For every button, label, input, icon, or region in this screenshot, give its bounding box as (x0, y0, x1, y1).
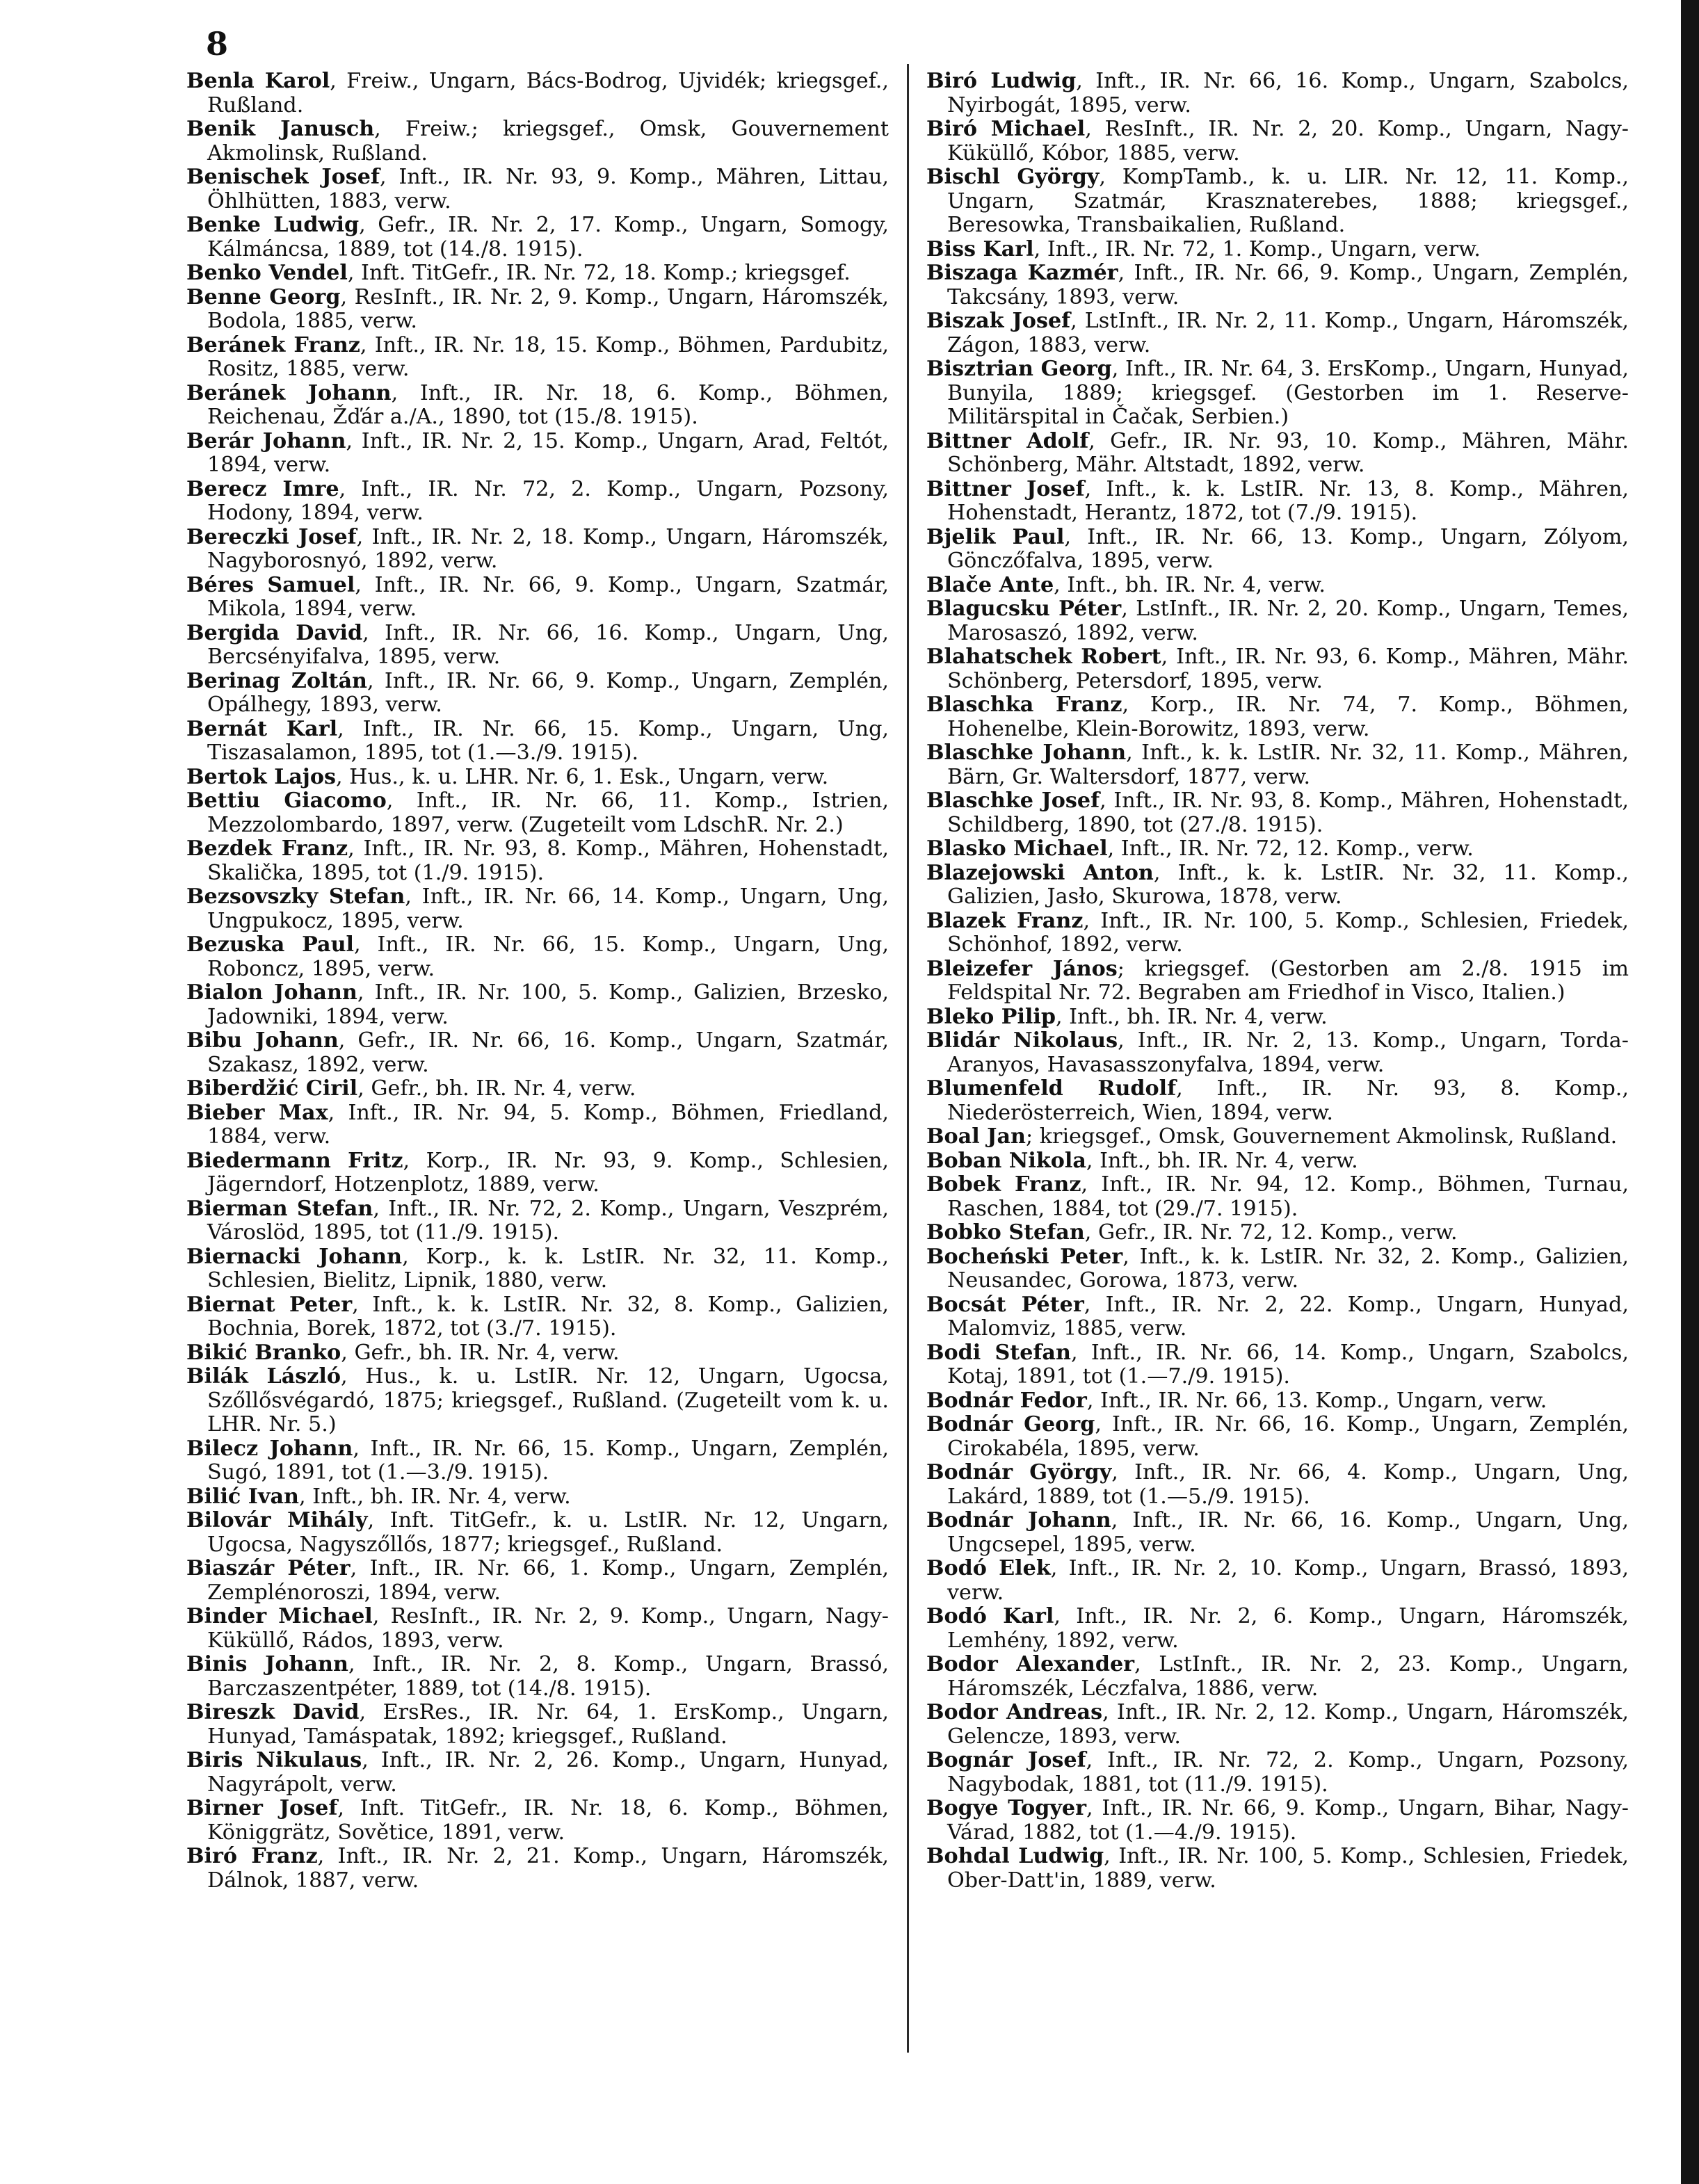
list-item (186, 1365, 889, 1437)
entry-name: Bobek Franz (926, 1172, 1081, 1197)
entry-name: Bilić Ivan (186, 1484, 299, 1509)
entry-details: , Inft., bh. IR. Nr. 4, verw. (1055, 1004, 1328, 1029)
entry-name: Benik Janusch (186, 117, 375, 141)
list-item (926, 1029, 1629, 1077)
entry-name: Bodnár György (926, 1460, 1112, 1485)
list-item (926, 909, 1629, 957)
list-item (926, 1509, 1629, 1557)
entry-name: Bilák László (186, 1364, 341, 1389)
entry-name: Binis Johann (186, 1652, 348, 1676)
entry-details: , ResInft., IR. Nr. 2, 9. Komp., Ungarn, Nagy-Küküllő, Rádos, 1893, verw. (207, 1604, 889, 1653)
entry-name: Bettiu Giacomo (186, 788, 387, 813)
entry-name: Blače Ante (926, 572, 1054, 597)
list-item (186, 981, 889, 1029)
entry-details: ; kriegsgef., Omsk, Gouvernement Akmolinsk, Rußland. (1025, 1124, 1618, 1149)
entry-details: , Inft., bh. IR. Nr. 4, verw. (1086, 1148, 1358, 1173)
list-item (186, 1197, 889, 1245)
entry-name: Bobko Stefan (926, 1220, 1085, 1245)
entry-name: Benke Ludwig (186, 213, 360, 237)
list-item (926, 1245, 1629, 1293)
entry-name: Blaschke Josef (926, 788, 1100, 813)
list-item (926, 1413, 1629, 1461)
list-item (926, 1173, 1629, 1221)
list-item (926, 574, 1629, 598)
entry-name: Beránek Johann (186, 380, 392, 405)
entry-name: Berár Johann (186, 428, 346, 453)
list-item (186, 1149, 889, 1197)
entry-name: Bodó Karl (926, 1604, 1054, 1628)
entry-name: Biedermann Fritz (186, 1148, 403, 1173)
entry-name: Benla Karol (186, 70, 330, 93)
entry-details: , Inft., IR. Nr. 2, 18. Komp., Ungarn, Háromszék, Nagyborosnyó, 1892, verw. (207, 524, 889, 573)
entry-details: , Inft., IR. Nr. 2, 22. Komp., Ungarn, Hunyad, Malomviz, 1885, verw. (947, 1292, 1629, 1341)
entry-name: Bocheński Peter (926, 1244, 1123, 1269)
list-item (926, 789, 1629, 837)
entry-details: ; kriegsgef. (Gestorben am 2./8. 1915 im Feldspital Nr. 72. Begraben am Friedhof in Visco, Italien.) (947, 956, 1629, 1005)
entry-details: , Inft., IR. Nr. 66, 9. Komp., Ungarn, Zemplén, Takcsány, 1893, verw. (947, 261, 1629, 309)
list-item (186, 1485, 889, 1510)
entry-details: , Inft., IR. Nr. 66, 14. Komp., Ungarn, Szabolcs, Kotaj, 1891, tot (1.—7./9. 1915). (947, 1340, 1629, 1389)
entry-details: , Inft., IR. Nr. 66, 13. Komp., Ungarn, Zólyom, Gönczőfalva, 1895, verw. (947, 524, 1629, 573)
left-column (186, 70, 889, 2142)
entry-details: , Inft., IR. Nr. 66, 16. Komp., Ungarn, Ung, Ungcsepel, 1895, verw. (947, 1508, 1629, 1557)
list-item (926, 1389, 1629, 1414)
list-item (926, 1605, 1629, 1653)
entry-details: , Inft., k. k. LstIR. Nr. 32, 8. Komp., Galizien, Bochnia, Borek, 1872, tot (3./7. 1915). (207, 1292, 889, 1341)
entry-name: Blaschka Franz (926, 693, 1122, 717)
list-item (186, 837, 889, 885)
entry-details: , Freiw., Ungarn, Bács-Bodrog, Ujvidék; kriegsgef., Rußland. (207, 70, 889, 118)
entry-name: Blasko Michael (926, 836, 1108, 861)
entry-details: , Inft., IR. Nr. 66, 15. Komp., Ungarn, Ung, Roboncz, 1895, verw. (207, 932, 889, 981)
entry-details: , Inft., IR. Nr. 66, 15. Komp., Ungarn, Zemplén, Sugó, 1891, tot (1.—3./9. 1915). (207, 1436, 889, 1485)
list-item (186, 118, 889, 165)
entry-name: Bezuska Paul (186, 932, 355, 957)
list-item (926, 741, 1629, 789)
list-item (926, 261, 1629, 309)
entry-details: , Korp., IR. Nr. 93, 9. Komp., Schlesien, Jägerndorf, Hotzenplotz, 1889, verw. (207, 1148, 889, 1197)
column-divider (907, 64, 909, 2053)
entry-name: Bikić Branko (186, 1340, 341, 1365)
list-item (186, 70, 889, 118)
entry-details: , Inft., IR. Nr. 66, 11. Komp., Istrien, Mezzolombardo, 1897, verw. (Zugeteilt vom LdschR. Nr. 2.) (207, 788, 889, 837)
entry-name: Béres Samuel (186, 572, 355, 597)
entry-name: Bereczki Josef (186, 524, 357, 549)
list-item (186, 1797, 889, 1845)
entry-details: , Inft., IR. Nr. 66, 1. Komp., Ungarn, Zemplén, Zemplénoroszi, 1894, verw. (207, 1556, 889, 1605)
entry-name: Bialon Johann (186, 980, 357, 1005)
entry-details: , Gefr., bh. IR. Nr. 4, verw. (357, 1076, 636, 1101)
entry-details: , Inft., IR. Nr. 2, 6. Komp., Ungarn, Háromszék, Lemhény, 1892, verw. (947, 1604, 1629, 1653)
entry-details: , Hus., k. u. LstIR. Nr. 12, Ungarn, Ugocsa, Szőllősvégardó, 1875; kriegsgef., Rußland. (Zugeteilt vom k. u. LHR. Nr. 5.) (207, 1364, 889, 1437)
entry-name: Bodnár Georg (926, 1412, 1095, 1437)
entry-name: Bodor Alexander (926, 1652, 1135, 1676)
entry-details: , LstInft., IR. Nr. 2, 20. Komp., Ungarn, Temes, Marosaszó, 1892, verw. (947, 597, 1629, 645)
entry-details: , Inft., IR. Nr. 66, 4. Komp., Ungarn, Ung, Lakárd, 1889, tot (1.—5./9. 1915). (947, 1460, 1629, 1509)
list-item (186, 1077, 889, 1101)
entry-name: Benischek Josef (186, 165, 380, 189)
entry-details: , Inft., IR. Nr. 100, 5. Komp., Schlesien, Friedek, Schönhof, 1892, verw. (947, 908, 1629, 957)
entry-name: Bodó Elek (926, 1556, 1051, 1580)
entry-details: , Inft., IR. Nr. 72, 2. Komp., Ungarn, Pozsony, Hodony, 1894, verw. (207, 476, 889, 525)
entry-details: , Inft., IR. Nr. 93, 6. Komp., Mähren, Mähr. Schönberg, Petersdorf, 1895, verw. (947, 645, 1629, 693)
entry-details: , Gefr., IR. Nr. 72, 12. Komp., verw. (1084, 1220, 1458, 1245)
entry-details: , Inft., IR. Nr. 2, 10. Komp., Ungarn, Brassó, 1893, verw. (947, 1556, 1629, 1605)
entry-name: Biró Michael (926, 117, 1086, 141)
entry-name: Bittner Josef (926, 476, 1085, 501)
entry-name: Bergida David (186, 620, 363, 645)
entry-name: Biernat Peter (186, 1292, 353, 1317)
entry-name: Biszaga Kazmér (926, 261, 1118, 285)
list-item (926, 1701, 1629, 1749)
list-item (926, 1149, 1629, 1174)
list-item (926, 1653, 1629, 1701)
entry-name: Boban Nikola (926, 1148, 1086, 1173)
entry-name: Bodnár Johann (926, 1508, 1111, 1532)
entry-details: , Inft., IR. Nr. 93, 8. Komp., Niederösterreich, Wien, 1894, verw. (947, 1076, 1629, 1125)
entry-name: Bognár Josef (926, 1748, 1086, 1772)
entry-name: Blaschke Johann (926, 741, 1127, 765)
entry-details: , Inft., IR. Nr. 66, 15. Komp., Ungarn, Ung, Tiszasalamon, 1895, tot (1.—3./9. 1915). (207, 716, 889, 765)
list-item (926, 1749, 1629, 1797)
list-item (926, 309, 1629, 357)
entry-name: Bodnár Fedor (926, 1388, 1087, 1413)
entry-details: , Gefr., IR. Nr. 66, 16. Komp., Ungarn, Szatmár, Szakasz, 1892, verw. (207, 1028, 889, 1077)
entry-name: Berinag Zoltán (186, 668, 367, 693)
list-item (926, 1557, 1629, 1605)
entry-name: Biszak Josef (926, 309, 1071, 333)
entry-name: Benne Georg (186, 284, 341, 309)
entry-name: Blidár Nikolaus (926, 1028, 1118, 1053)
entry-name: Biaszár Péter (186, 1556, 351, 1580)
entry-details: , Freiw.; kriegsgef., Omsk, Gouvernement Akmolinsk, Rußland. (207, 117, 889, 165)
list-item (186, 574, 889, 622)
entry-name: Bisztrian Georg (926, 357, 1112, 381)
entry-details: , Inft. TitGefr., IR. Nr. 18, 6. Komp., Böhmen, Königgrätz, Sovětice, 1891, verw. (207, 1796, 889, 1845)
list-item (186, 1845, 889, 1893)
list-item (926, 837, 1629, 862)
list-item (186, 1437, 889, 1485)
entry-name: Beránek Franz (186, 332, 360, 357)
list-item (926, 70, 1629, 118)
list-item (186, 526, 889, 574)
entry-details: , Hus., k. u. LHR. Nr. 6, 1. Esk., Ungarn, verw. (335, 764, 829, 789)
entry-name: Blagucsku Péter (926, 597, 1122, 621)
entry-details: , Inft., IR. Nr. 94, 12. Komp., Böhmen, Turnau, Raschen, 1884, tot (29./7. 1915). (947, 1172, 1629, 1221)
list-item (186, 286, 889, 334)
entry-details: , Gefr., IR. Nr. 2, 17. Komp., Ungarn, Somogy, Kálmáncsa, 1889, tot (14./8. 1915). (207, 213, 889, 261)
entry-details: , Inft., k. k. LstIR. Nr. 32, 2. Komp., Galizien, Neusandec, Gorowa, 1873, verw. (947, 1244, 1629, 1293)
list-item (926, 693, 1629, 741)
entry-details: , Inft., IR. Nr. 66, 9. Komp., Ungarn, Bihar, Nagy-Várad, 1882, tot (1.—4./9. 1915). (947, 1796, 1629, 1845)
entry-details: , Inft., IR. Nr. 93, 9. Komp., Mähren, Littau, Öhlhütten, 1883, verw. (207, 165, 889, 213)
list-item (926, 478, 1629, 526)
entry-details: , ResInft., IR. Nr. 2, 9. Komp., Ungarn, Háromszék, Bodola, 1885, verw. (207, 284, 889, 333)
entry-details: , Inft., IR. Nr. 72, 1. Komp., Ungarn, verw. (1033, 236, 1481, 261)
list-item (926, 597, 1629, 645)
entry-name: Bleizefer János (926, 956, 1118, 981)
right-column (926, 70, 1629, 2142)
entry-details: , Inft., IR. Nr. 66, 16. Komp., Ungarn, Ung, Bercsényifalva, 1895, verw. (207, 620, 889, 669)
list-item (926, 1461, 1629, 1509)
entry-name: Blazek Franz (926, 908, 1084, 933)
entry-details: , Inft., IR. Nr. 2, 12. Komp., Ungarn, Háromszék, Gelencze, 1893, verw. (947, 1700, 1629, 1749)
entry-name: Bischl György (926, 165, 1100, 189)
entry-details: , Inft., IR. Nr. 93, 8. Komp., Mähren, Hohenstadt, Skalička, 1895, tot (1./9. 1915). (207, 836, 889, 885)
entry-name: Bilovár Mihály (186, 1508, 368, 1532)
entry-details: , Gefr., IR. Nr. 93, 10. Komp., Mähren, Mähr. Schönberg, Mähr. Altstadt, 1892, verw. (947, 428, 1629, 477)
list-item (926, 957, 1629, 1005)
entry-name: Biró Franz (186, 1844, 318, 1868)
entry-details: , Inft., IR. Nr. 72, 2. Komp., Ungarn, Veszprém, Városlöd, 1895, tot (11./9. 1915). (207, 1196, 889, 1245)
entry-details: , Inft., IR. Nr. 94, 5. Komp., Böhmen, Friedland, 1884, verw. (207, 1100, 889, 1149)
entry-details: , Inft., IR. Nr. 66, 13. Komp., Ungarn, verw. (1086, 1388, 1547, 1413)
entry-name: Bittner Adolf (926, 428, 1089, 453)
entry-details: , Inft., IR. Nr. 66, 9. Komp., Ungarn, Zemplén, Opálhegy, 1893, verw. (207, 668, 889, 717)
entry-name: Birner Josef (186, 1796, 338, 1820)
entry-details: , Inft., IR. Nr. 2, 21. Komp., Ungarn, Háromszék, Dálnok, 1887, verw. (207, 1844, 889, 1893)
entry-name: Bibu Johann (186, 1028, 339, 1053)
list-item (186, 1029, 889, 1077)
entry-name: Benko Vendel (186, 261, 348, 285)
entry-details: , Inft., k. k. LstIR. Nr. 32, 11. Komp., Galizien, Jasło, Skurowa, 1878, verw. (947, 860, 1629, 909)
entry-name: Bernát Karl (186, 716, 338, 741)
entry-name: Biss Karl (926, 236, 1034, 261)
entry-name: Bohdal Ludwig (926, 1844, 1104, 1868)
list-item (926, 1341, 1629, 1389)
list-item (186, 885, 889, 933)
list-item (186, 1341, 889, 1366)
entry-details: , Inft., IR. Nr. 64, 3. ErsKomp., Ungarn, Hunyad, Bunyila, 1889; kriegsgef. (Gestorben im 1. Reserve-Militärspital in Čačak, Serbien.) (947, 357, 1629, 429)
list-item (186, 670, 889, 718)
entry-name: Bezdek Franz (186, 836, 348, 861)
entry-name: Binder Michael (186, 1604, 373, 1628)
entry-details: , Inft., IR. Nr. 66, 9. Komp., Ungarn, Szatmár, Mikola, 1894, verw. (207, 572, 889, 621)
entry-name: Berecz Imre (186, 476, 339, 501)
list-item (926, 1845, 1629, 1893)
list-item (926, 1293, 1629, 1341)
list-item (186, 1653, 889, 1701)
entry-details: , ErsRes., IR. Nr. 64, 1. ErsKomp., Ungarn, Hunyad, Tamáspatak, 1892; kriegsgef., Rußland. (207, 1700, 889, 1749)
list-item (926, 862, 1629, 909)
entry-details: , Inft., k. k. LstIR. Nr. 13, 8. Komp., Mähren, Hohenstadt, Herantz, 1872, tot (7./9. 1915). (947, 476, 1629, 525)
list-item (186, 1557, 889, 1605)
list-item (186, 213, 889, 261)
list-item (186, 933, 889, 981)
list-item (186, 1509, 889, 1557)
list-item (186, 478, 889, 526)
entry-details: , Inft., bh. IR. Nr. 4, verw. (1054, 572, 1326, 597)
list-item (926, 430, 1629, 478)
list-item (926, 165, 1629, 238)
entry-details: , Inft., IR. Nr. 66, 16. Komp., Ungarn, Szabolcs, Nyirbogát, 1895, verw. (947, 70, 1629, 118)
list-item (926, 645, 1629, 693)
entry-name: Biris Nikulaus (186, 1748, 362, 1772)
entry-name: Biernacki Johann (186, 1244, 403, 1269)
entry-details: , Inft., IR. Nr. 18, 6. Komp., Böhmen, Reichenau, Žďár a./A., 1890, tot (15./8. 1915). (207, 380, 889, 429)
entry-details: , LstInft., IR. Nr. 2, 11. Komp., Ungarn, Háromszék, Zágon, 1883, verw. (947, 309, 1629, 357)
entry-name: Bezsovszky Stefan (186, 884, 405, 909)
list-item (186, 789, 889, 837)
entry-name: Blumenfeld Rudolf (926, 1076, 1177, 1101)
list-item (186, 1701, 889, 1749)
entry-details: , Inft., IR. Nr. 66, 16. Komp., Ungarn, Zemplén, Cirokabéla, 1895, verw. (947, 1412, 1629, 1461)
entry-name: Bertok Lajos (186, 764, 336, 789)
entry-name: Biberdžić Ciril (186, 1076, 358, 1101)
entry-details: , Inft. TitGefr., k. u. LstIR. Nr. 12, Ungarn, Ugocsa, Nagyszőllős, 1877; kriegsgef., Rußland. (207, 1508, 889, 1557)
entry-details: , Inft., IR. Nr. 2, 13. Komp., Ungarn, Torda-Aranyos, Havasasszonyfalva, 1894, verw. (947, 1028, 1629, 1077)
list-item (186, 622, 889, 670)
list-item (186, 382, 889, 430)
entry-details: , Inft., k. k. LstIR. Nr. 32, 11. Komp., Mähren, Bärn, Gr. Waltersdorf, 1877, verw. (947, 741, 1629, 789)
list-item (186, 261, 889, 286)
list-item (186, 1101, 889, 1149)
entry-name: Blahatschek Robert (926, 645, 1161, 669)
page-number: 8 (206, 25, 229, 63)
list-item (186, 1605, 889, 1653)
entry-details: , Inft., IR. Nr. 72, 2. Komp., Ungarn, Pozsony, Nagybodak, 1881, tot (11./9. 1915). (947, 1748, 1629, 1797)
list-item (926, 1125, 1629, 1149)
list-item (926, 1221, 1629, 1245)
entry-details: , Korp., IR. Nr. 74, 7. Komp., Böhmen, Hohenelbe, Klein-Borowitz, 1893, verw. (947, 693, 1629, 741)
entry-details: , Inft., IR. Nr. 72, 12. Komp., verw. (1107, 836, 1474, 861)
entry-details: , Gefr., bh. IR. Nr. 4, verw. (341, 1340, 620, 1365)
entry-name: Bilecz Johann (186, 1436, 353, 1461)
entry-details: , ResInft., IR. Nr. 2, 20. Komp., Ungarn, Nagy-Küküllő, Kóbor, 1885, verw. (947, 117, 1629, 165)
list-item (186, 1749, 889, 1797)
list-item (926, 526, 1629, 574)
list-item (926, 1005, 1629, 1030)
entry-details: , Inft., IR. Nr. 18, 15. Komp., Böhmen, Pardubitz, Rositz, 1885, verw. (207, 332, 889, 381)
entry-name: Bierman Stefan (186, 1196, 373, 1221)
entry-name: Bodor Andreas (926, 1700, 1103, 1724)
list-item (186, 766, 889, 790)
list-item (926, 118, 1629, 165)
entry-details: , Inft., IR. Nr. 2, 26. Komp., Ungarn, Hunyad, Nagyrápolt, verw. (207, 1748, 889, 1797)
list-item (926, 238, 1629, 262)
entry-details: , Inft., IR. Nr. 93, 8. Komp., Mähren, Hohenstadt, Schildberg, 1890, tot (27./8. 1915). (947, 788, 1629, 837)
entry-name: Bocsát Péter (926, 1292, 1084, 1317)
list-item (926, 1797, 1629, 1845)
list-item (186, 1245, 889, 1293)
list-item (186, 165, 889, 213)
entry-details: , KompTamb., k. u. LIR. Nr. 12, 11. Komp., Ungarn, Szatmár, Krasznaterebes, 1888; kriegsgef., Beresowka, Transbaikalien, Rußland. (947, 165, 1629, 237)
list-item (926, 1077, 1629, 1125)
entry-details: , Inft. TitGefr., IR. Nr. 72, 18. Komp.; kriegsgef. (347, 261, 851, 285)
list-item (186, 334, 889, 382)
entry-name: Bireszk David (186, 1700, 360, 1724)
entry-name: Bjelik Paul (926, 524, 1065, 549)
entry-details: , Inft., IR. Nr. 66, 14. Komp., Ungarn, Ung, Ungpukocz, 1895, verw. (207, 884, 889, 933)
entry-name: Boal Jan (926, 1124, 1026, 1149)
entry-details: , LstInft., IR. Nr. 2, 23. Komp., Ungarn, Háromszék, Léczfalva, 1886, verw. (947, 1652, 1629, 1701)
entry-details: , Korp., k. k. LstIR. Nr. 32, 11. Komp., Schlesien, Bielitz, Lipnik, 1880, verw. (207, 1244, 889, 1293)
entry-details: , Inft., IR. Nr. 100, 5. Komp., Schlesien, Friedek, Ober-Datt'in, 1889, verw. (947, 1844, 1629, 1893)
entry-details: , Inft., IR. Nr. 2, 8. Komp., Ungarn, Brassó, Barczaszentpéter, 1889, tot (14./8. 1915). (207, 1652, 889, 1701)
entry-name: Bleko Pilip (926, 1004, 1056, 1029)
entry-details: , Inft., IR. Nr. 100, 5. Komp., Galizien, Brzesko, Jadowniki, 1894, verw. (207, 980, 889, 1029)
entry-details: , Inft., bh. IR. Nr. 4, verw. (298, 1484, 571, 1509)
entry-name: Biró Ludwig (926, 70, 1077, 93)
entry-name: Bogye Togyer (926, 1796, 1087, 1820)
list-item (186, 1293, 889, 1341)
list-item (926, 357, 1629, 430)
entry-name: Bieber Max (186, 1100, 328, 1125)
list-item (186, 430, 889, 478)
entry-name: Bodi Stefan (926, 1340, 1071, 1365)
entry-details: , Inft., IR. Nr. 2, 15. Komp., Ungarn, Arad, Feltót, 1894, verw. (207, 428, 889, 477)
list-item (186, 718, 889, 766)
entry-name: Blazejowski Anton (926, 860, 1154, 885)
